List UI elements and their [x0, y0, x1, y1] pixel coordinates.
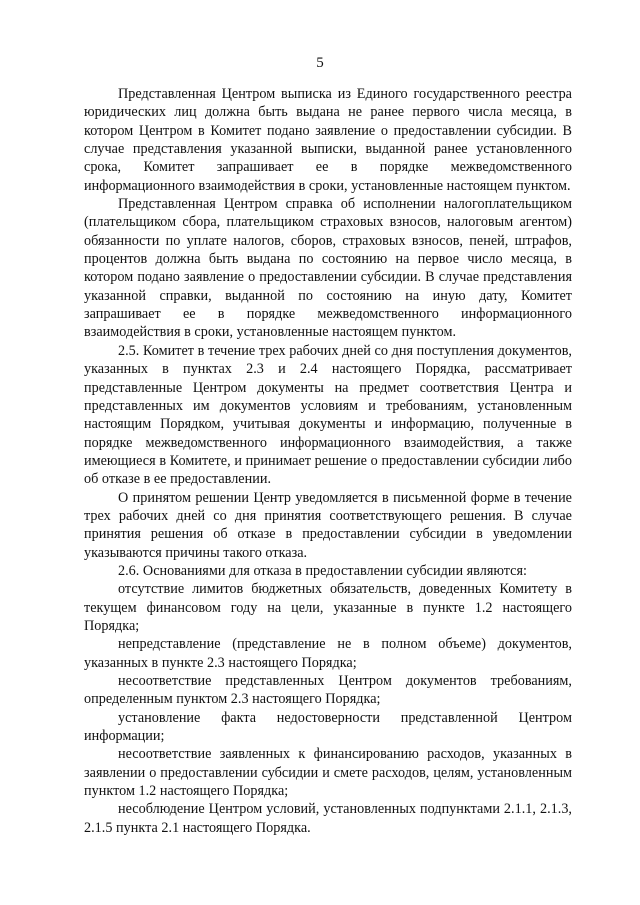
paragraph-2-5-review: 2.5. Комитет в течение трех рабочих дней со дня поступления документов, указанных в пунктах 2.3 и 2.4 настоящего Порядка, рассматривает представленные Центром документы на предмет соответствия Центра и представленных им документов условиям и требованиям, установленным настоящим Порядком, учитывая документы и информацию, полученные в порядке межведомственного информационного взаимодействия, а также имеющиеся в Комитете, и принимает решение о предоставлении субсидии либо об отказе в ее предоставлении. [84, 342, 572, 488]
paragraph-tax-certificate-requirement: Представленная Центром справка об исполнении налогоплательщиком (плательщиком сбора, плательщиком страховых взносов, налоговым агентом) обязанности по уплате налогов, сборов, страховых взносов, пеней, штрафов, процентов должна быть выдана по состоянию на первое число месяца, в котором подано заявление о предоставлении субсидии. В случае представления указанной справки, выданной по состоянию на иную дату, Комитет запрашивает ее в порядке межведомственного информационного взаимодействия в сроки, установленные настоящем пунктом. [84, 196, 572, 341]
refusal-ground-missing-documents: непредставление (представление не в полном объеме) документов, указанных в пункте 2.3 настоящего Порядка; [84, 636, 572, 671]
paragraph-decision-notice: О принятом решении Центр уведомляется в письменной форме в течение трех рабочих дней со дня принятия соответствующего решения. В случае принятия решения об отказе в предоставлении субсидии в уведомлении указываются причины такого отказа. [84, 489, 572, 561]
refusal-ground-condition-noncompliance: несоблюдение Центром условий, установленных подпунктами 2.1.1, 2.1.3, 2.1.5 пункта 2.1 настоящего Порядка. [84, 801, 572, 836]
paragraph-2-6-refusal-grounds: 2.6. Основаниями для отказа в предоставлении субсидии являются: [118, 562, 528, 579]
refusal-ground-false-information: установление факта недостоверности представленной Центром информации; [84, 709, 572, 745]
document-body [84, 85, 572, 837]
refusal-ground-expense-mismatch: несоответствие заявленных к финансированию расходов, указанных в заявлении о предоставлении субсидии и смете расходов, целям, установленным пунктом 1.2 настоящего Порядка; [84, 746, 572, 800]
paragraph-extract-requirement: Представленная Центром выписка из Единого государственного реестра юридических лиц должна быть выдана не ранее первого числа месяца, в котором Центром в Комитет подано заявление о предоставлении субсидии. В случае представления указанной выписки, выданной ранее установленного срока, Комитет запрашивает ее в порядке межведомственного информационного взаимодействия в сроки, установленные настоящем пунктом. [84, 86, 572, 194]
refusal-ground-budget-limits: отсутствие лимитов бюджетных обязательств, доведенных Комитету в текущем финансовом году на цели, указанные в пункте 1.2 настоящего Порядка; [84, 581, 572, 634]
refusal-ground-document-mismatch: несоответствие представленных Центром документов требованиям, определенным пунктом 2.3 настоящего Порядка; [84, 673, 572, 708]
page-number: 5 [316, 55, 324, 71]
